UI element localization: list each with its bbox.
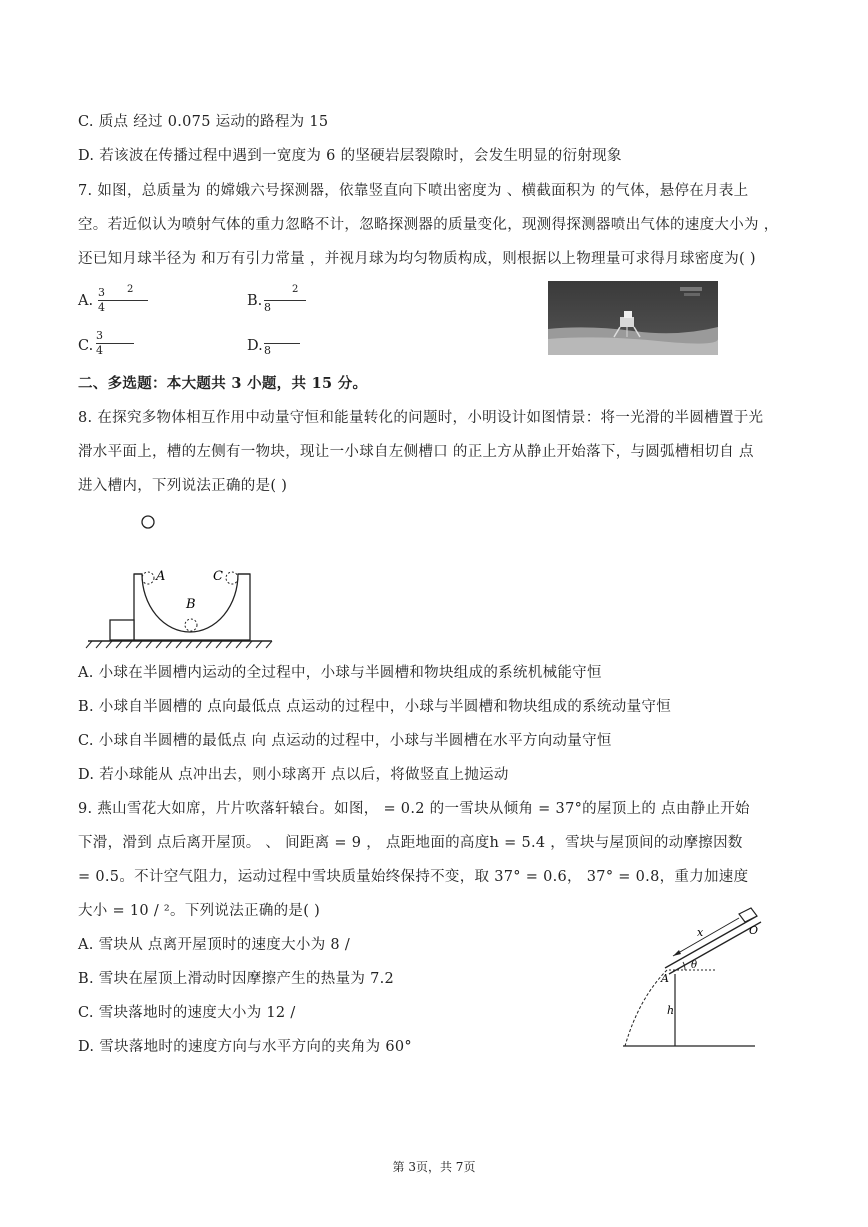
q8-option-c: C. 小球自半圆槽的最低点 向 点运动的过程中，小球与半圆槽在水平方向动量守恒 — [78, 733, 612, 749]
section-multi-choice-heading: 二、多选题：本大题共 3 小题，共 15 分。 — [78, 375, 368, 392]
q7-text-line3: 还已知月球半径为 和万有引力常量 ，并视月球为均匀物质构成，则根据以上物理量可求得月球密度为( ) — [78, 251, 756, 267]
page-footer: 第 3页，共 7页 — [392, 1160, 476, 1174]
q9-option-b: B. 雪块在屋顶上滑动时因摩擦产生的热量为 7.2 — [78, 971, 395, 987]
q9-text-line2: 下滑，滑到 点后离开屋顶。 、 间距离 = 9 ， 点距地面的高度h = 5.4 ，雪块与屋顶间的动摩擦因数 — [78, 835, 743, 851]
q7-text-line2: 空。若近似认为喷射气体的重力忽略不计，忽略探测器的质量变化，现测得探测器喷出气体的速度大小为 ， — [78, 217, 779, 233]
q8-text-line3: 进入槽内，下列说法正确的是( ) — [78, 478, 288, 494]
q8-text-line1: 8. 在探究多物体相互作用中动量守恒和能量转化的问题时，小明设计如图情景：将一光滑的半圆槽置于光 — [78, 410, 764, 426]
q9-label-theta: θ — [691, 960, 698, 971]
q9-label-x: x — [697, 926, 704, 939]
q6-option-c: C. 质点 经过 0.075 运动的路程为 15 — [78, 114, 329, 130]
q8-option-b: B. 小球自半圆槽的 点向最低点 点运动的过程中，小球与半圆槽和物块组成的系统动量守恒 — [78, 699, 671, 715]
q8-text-line2: 滑水平面上，槽的左侧有一物块，现让一小球自左侧槽口 的正上方从静止开始落下，与圆弧槽相切自 点 — [78, 444, 754, 460]
q9-text-line1: 9. 燕山雪花大如席，片片吹落轩辕台。如图， = 0.2 的一雪块从倾角 = 37°的屋顶上的 点由静止开始 — [78, 801, 750, 817]
q9-roof-diagram — [615, 898, 765, 1050]
q9-text-line3: = 0.5。不计空气阻力，运动过程中雪块质量始终保持不变，取 37° = 0.6， 37° = 0.8，重力加速度 — [78, 869, 749, 885]
q7-text-line1: 7. 如图，总质量为 的嫦娥六号探测器，依靠竖直向下喷出密度为 、横截面积为 的气体，悬停在月表上 — [78, 183, 749, 199]
q8-option-a: A. 小球在半圆槽内运动的全过程中，小球与半圆槽和物块组成的系统机械能守恒 — [78, 665, 602, 681]
q9-text-line4: 大小 = 10 / ²。下列说法正确的是( ) — [78, 903, 321, 919]
q9-label-h: h — [667, 1004, 675, 1017]
q9-label-o: O — [749, 924, 759, 937]
q8-half-groove-diagram — [80, 508, 280, 658]
q8-label-b: B — [186, 597, 196, 612]
q9-label-a: A — [661, 972, 669, 985]
q9-option-a: A. 雪块从 点离开屋顶时的速度大小为 8 / — [78, 937, 351, 953]
q8-label-c: C — [213, 569, 223, 584]
q8-label-a: A — [156, 569, 166, 584]
q6-option-d: D. 若该波在传播过程中遇到一宽度为 6 的坚硬岩层裂隙时，会发生明显的衍射现象 — [78, 148, 622, 164]
q8-option-d: D. 若小球能从 点冲出去，则小球离开 点以后，将做竖直上抛运动 — [78, 767, 509, 783]
q9-option-d: D. 雪块落地时的速度方向与水平方向的夹角为 60° — [78, 1039, 412, 1055]
q9-option-c: C. 雪块落地时的速度大小为 12 / — [78, 1005, 296, 1021]
lunar-lander-photo — [548, 281, 718, 355]
